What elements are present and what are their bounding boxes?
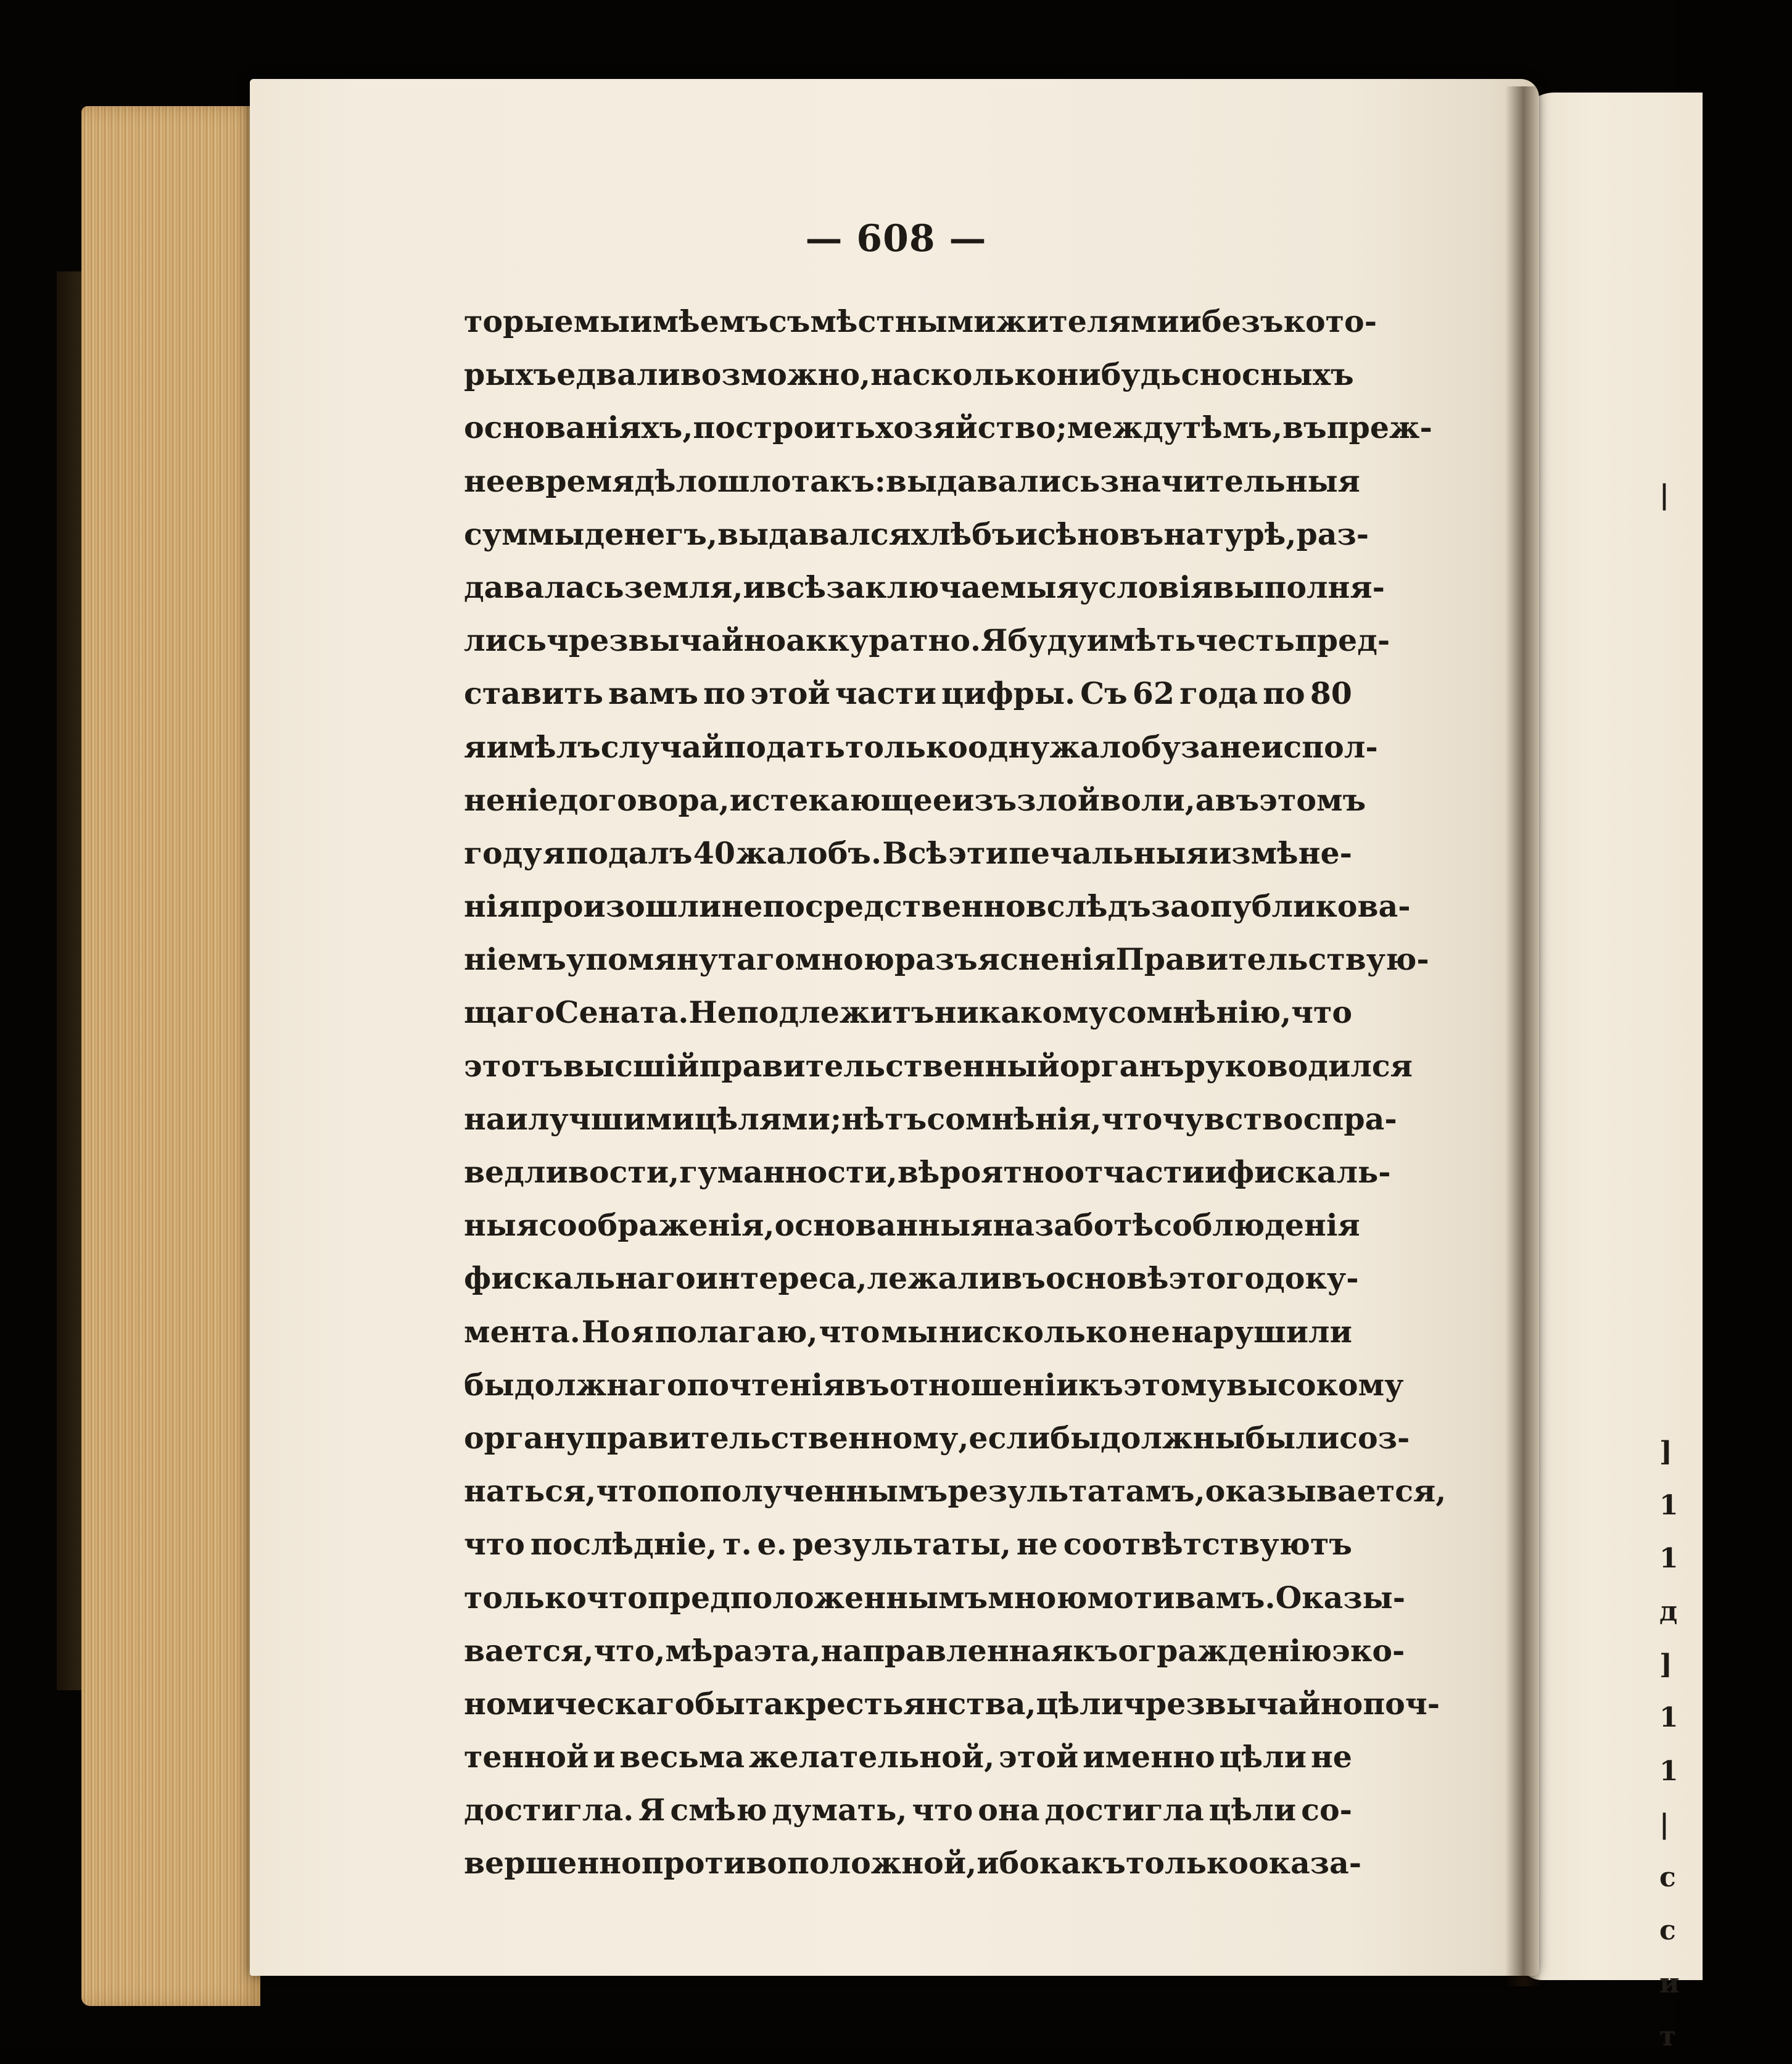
text-line: давалась земля, и всѣ заключаемыя условія выполня- (464, 569, 1385, 605)
text-line: достигла. Я смѣю думать, что она достигла цѣли со- (464, 1792, 1352, 1828)
text-line: номическаго быта крестьянства, цѣли чрезвычайно поч- (464, 1685, 1440, 1722)
text-line: фискальнаго интереса, лежали въ основѣ этого доку- (464, 1260, 1359, 1297)
text-line: ныя соображенія, основанныя на заботѣ соблюденія (464, 1207, 1360, 1244)
facing-page-fragment (1659, 894, 1674, 947)
facing-page-fragment (1659, 1160, 1674, 1213)
facing-page-fragment: 1 (1659, 1489, 1678, 1521)
facing-page-fragment: | (1659, 1808, 1670, 1840)
text-line: этотъ высшій правительственный органъ руководился (464, 1047, 1413, 1084)
facing-page-fragment: ] (1659, 1436, 1672, 1468)
facing-page-fragment: д (1659, 1595, 1678, 1627)
text-line: щаго Сената. Не подлежитъ никакому сомнѣнію, что (464, 994, 1353, 1031)
facing-page-fragment (1659, 1107, 1674, 1160)
facing-page (1517, 93, 1703, 1980)
text-line: ніемъ упомянутаго мною разъясненія Правительствую- (464, 941, 1429, 978)
page-body-text (464, 295, 1447, 1890)
text-line: нія произошли непосредственно вслѣдъ за опубликова- (464, 888, 1411, 925)
page-number: — 608 — (805, 217, 987, 260)
facing-page-fragment (1659, 1319, 1674, 1373)
facing-page-fragment: с (1659, 1915, 1676, 1947)
text-line: торые мы имѣемъ съ мѣстными жителями и безъ кото- (464, 303, 1377, 339)
facing-page-fragment (1659, 1266, 1674, 1319)
text-line: суммы денегъ, выдавался хлѣбъ и сѣно въ натурѣ, раз- (464, 516, 1369, 552)
facing-page-fragment: с (1659, 1861, 1676, 1893)
text-line: основаніяхъ, построить хозяйство; между тѣмъ, въ преж- (464, 410, 1432, 446)
text-line: что послѣдніе, т. е. результаты, не соотвѣтствуютъ (464, 1526, 1352, 1562)
facing-page-fragment (1659, 575, 1674, 628)
text-line: мента. Но я полагаю, что мы нисколько не нарушили (464, 1313, 1352, 1350)
facing-page-text-fragments (1659, 469, 1680, 2064)
facing-page-fragment (1659, 841, 1674, 894)
facing-page-fragment (1659, 947, 1674, 1001)
facing-page-fragment (1659, 1001, 1674, 1054)
page-block-edges (81, 106, 260, 2006)
facing-page-fragment: т (1659, 2021, 1677, 2053)
facing-page-fragment (1659, 522, 1674, 575)
text-line: тенной и весьма желательной, этой именно цѣли не (464, 1739, 1352, 1775)
facing-page-fragment: | (1659, 479, 1670, 511)
book-gutter (1505, 86, 1542, 1986)
text-line: бы должнаго почтенія въ отношеніи къ этому высокому (464, 1366, 1404, 1403)
text-line: ставить вамъ по этой части цифры. Съ 62 года по 80 (464, 675, 1352, 712)
facing-page-fragment (1659, 1054, 1674, 1107)
facing-page-fragment: ] (1659, 1649, 1672, 1681)
text-line: ведливости, гуманности, вѣроятно отчасти и фискаль- (464, 1154, 1391, 1190)
text-line: только что предположеннымъ мною мотивамъ. Оказы- (464, 1579, 1406, 1616)
text-line: я имѣлъ случай подать только одну жалобу за неиспол- (464, 729, 1378, 765)
facing-page-fragment: и (1659, 1968, 1680, 2000)
text-line: неніе договора, истекающее изъ злой воли, а въ этомъ (464, 782, 1366, 818)
text-line: наилучшими цѣлями; нѣтъ сомнѣнія, что чувство спра- (464, 1100, 1397, 1137)
text-line: органу правительственному, если бы должны были соз- (464, 1419, 1410, 1456)
text-line: вается, что, мѣра эта, направленная къ огражденію эко- (464, 1632, 1405, 1669)
text-line: рыхъ едва ли возможно, насколько нибудь сносныхъ (464, 357, 1354, 393)
text-line: нее время дѣло шло такъ: выдавались значительныя (464, 463, 1360, 499)
facing-page-fragment (1659, 682, 1674, 735)
facing-page-fragment: 1 (1659, 1755, 1678, 1787)
text-line: году я подалъ 40 жалобъ. Всѣ эти печальныя измѣне- (464, 835, 1352, 871)
text-line: вершенно противоположной, ибо какъ только оказа- (464, 1845, 1362, 1881)
facing-page-fragment (1659, 1213, 1674, 1266)
facing-page-fragment: 1 (1659, 1542, 1678, 1574)
text-line: лись чрезвычайно аккуратно. Я буду имѣть честь пред- (464, 622, 1390, 659)
facing-page-fragment: 1 (1659, 1702, 1678, 1734)
facing-page-fragment (1659, 1373, 1674, 1426)
facing-page-fragment (1659, 735, 1674, 788)
text-line: наться, что по полученнымъ результатамъ, оказывается, (464, 1473, 1447, 1509)
facing-page-fragment (1659, 629, 1674, 682)
facing-page-fragment (1659, 788, 1674, 841)
